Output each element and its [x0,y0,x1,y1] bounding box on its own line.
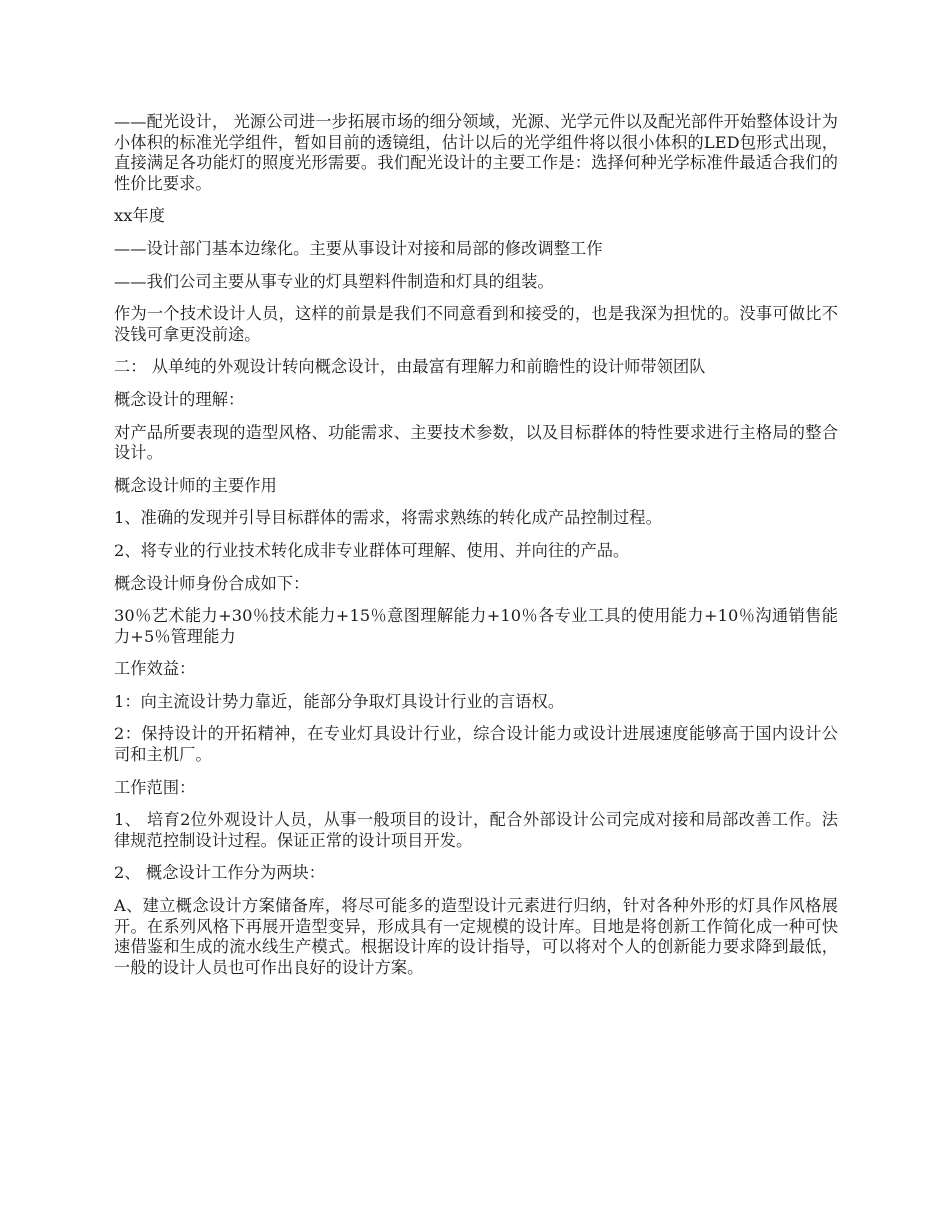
paragraph-scope-item-1: 1、 培育2位外观设计人员，从事一般项目的设计，配合外部设计公司完成对接和局部改善工作。法律规范控制设计过程。保证正常的设计项目开发。 [114,810,838,850]
document-body [114,112,838,978]
paragraph-concept-design-understanding: 概念设计的理解： [114,389,245,409]
paragraph-work-benefits-heading: 工作效益： [114,659,196,679]
paragraph-year-heading: xx年度 [114,206,166,226]
paragraph-designer-composition: 30％艺术能力+30％技术能力+15％意图理解能力+10％各专业工具的使用能力+10％沟通销售能力+5％管理能力 [114,606,838,646]
paragraph-scope-item-a: A、建立概念设计方案储备库，将尽可能多的造型设计元素进行归纳，针对各种外形的灯具作风格展开。在系列风格下再展开造型变异，形成具有一定规模的设计库。目地是将创新工作简化成一种可快速借鉴和生成的流水线生产模式。根据设计库的设计指导，可以将对个人的创新能力要求降到最低，一般的设计人员也可作出良好的设计方案。 [114,896,838,977]
paragraph-light-distribution-design: ——配光设计， 光源公司进一步拓展市场的细分领域，光源、光学元件以及配光部件开始整体设计为小体积的标准光学组件，暂如目前的透镜组，估计以后的光学组件将以很小体积的LED包形式出现，直接满足各功能灯的照度光形需要。我们配光设计的主要工作是：选择何种光学标准件最适合我们的性价比要求。 [114,112,838,193]
paragraph-designer-role-heading: 概念设计师的主要作用 [114,475,277,495]
paragraph-role-item-1: 1、准确的发现并引导目标群体的需求，将需求熟练的转化成产品控制过程。 [114,508,662,528]
paragraph-technical-concern: 作为一个技术设计人员，这样的前景是我们不同意看到和接受的，也是我深为担忧的。没事可做比不没钱可拿更没前途。 [114,304,838,344]
paragraph-section-two-heading: 二： 从单纯的外观设计转向概念设计，由最富有理解力和前瞻性的设计师带领团队 [114,357,706,377]
paragraph-benefit-item-1: 1：向主流设计势力靠近，能部分争取灯具设计行业的言语权。 [114,691,565,711]
paragraph-designer-composition-heading: 概念设计师身份合成如下： [114,573,310,593]
paragraph-benefit-item-2: 2：保持设计的开拓精神，在专业灯具设计行业，综合设计能力或设计进展速度能够高于国内设计公司和主机厂。 [114,724,838,765]
paragraph-role-item-2: 2、将专业的行业技术转化成非专业群体可理解、使用、并向往的产品。 [114,540,630,560]
paragraph-concept-design-definition: 对产品所要表现的造型风格、功能需求、主要技术参数，以及目标群体的特性要求进行主格局的整合设计。 [114,422,838,463]
paragraph-scope-item-2: 2、 概念设计工作分为两块： [114,863,326,883]
paragraph-work-scope-heading: 工作范围： [114,777,196,797]
paragraph-company-focus: ——我们公司主要从事专业的灯具塑料件制造和灯具的组装。 [114,271,554,291]
paragraph-design-department-marginalized: ——设计部门基本边缘化。主要从事设计对接和局部的修改调整工作 [114,238,603,258]
